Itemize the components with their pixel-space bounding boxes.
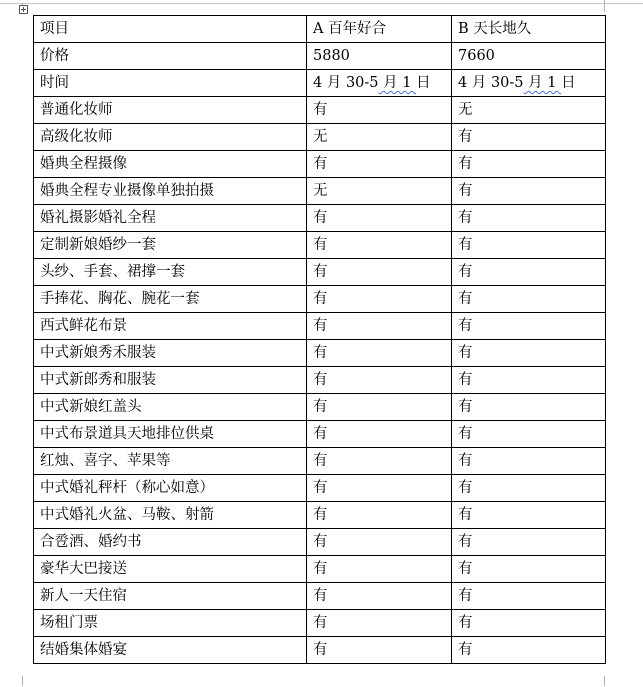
table-row <box>34 502 606 529</box>
cell-option-b[interactable]: 有 <box>452 259 606 286</box>
table-row <box>34 421 606 448</box>
cell-option-a[interactable]: 有 <box>307 97 452 124</box>
cell-item[interactable]: 中式新郎秀和服装 <box>34 367 307 394</box>
cell-item[interactable]: 定制新娘婚纱一套 <box>34 232 307 259</box>
cell-option-b[interactable]: 有 <box>452 340 606 367</box>
page-corner-mark-bottom-right <box>594 676 605 686</box>
cell-item[interactable]: 西式鲜花布景 <box>34 313 307 340</box>
table-row <box>34 124 606 151</box>
spellcheck-marked-text: 月 1 <box>523 75 562 91</box>
table-header-row <box>34 16 606 43</box>
cell-item[interactable]: 婚典全程专业摄像单独拍摄 <box>34 178 307 205</box>
cell-item[interactable]: 中式新娘秀禾服装 <box>34 340 307 367</box>
header-cell-item[interactable]: 项目 <box>34 16 307 43</box>
cell-option-b[interactable]: 有 <box>452 124 606 151</box>
cell-item[interactable]: 时间 <box>34 70 307 97</box>
cell-option-b[interactable]: 有 <box>452 394 606 421</box>
cell-item[interactable]: 中式婚礼火盆、马鞍、射箭 <box>34 502 307 529</box>
cell-item[interactable]: 手捧花、胸花、腕花一套 <box>34 286 307 313</box>
cell-item[interactable]: 普通化妆师 <box>34 97 307 124</box>
cell-option-b[interactable]: 有 <box>452 502 606 529</box>
cell-option-b[interactable]: 有 <box>452 556 606 583</box>
cell-option-b[interactable]: 有 <box>452 529 606 556</box>
cell-option-a[interactable]: 有 <box>307 583 452 610</box>
cell-option-a[interactable] <box>307 70 452 97</box>
cell-option-a[interactable]: 有 <box>307 151 452 178</box>
table-row <box>34 367 606 394</box>
cell-item[interactable]: 中式婚礼秤杆（称心如意） <box>34 475 307 502</box>
cell-option-b[interactable]: 有 <box>452 583 606 610</box>
table-row <box>34 475 606 502</box>
cell-option-b[interactable]: 有 <box>452 178 606 205</box>
cell-item[interactable]: 婚典全程摄像 <box>34 151 307 178</box>
table-row <box>34 205 606 232</box>
table-row <box>34 232 606 259</box>
table-row <box>34 394 606 421</box>
cell-option-a[interactable]: 无 <box>307 124 452 151</box>
header-cell-option-b[interactable]: B 天长地久 <box>452 16 606 43</box>
cell-option-a[interactable]: 有 <box>307 313 452 340</box>
cell-option-b[interactable]: 有 <box>452 421 606 448</box>
cell-option-b[interactable]: 有 <box>452 313 606 340</box>
page-top-edge <box>0 3 643 4</box>
cell-item[interactable]: 婚礼摄影婚礼全程 <box>34 205 307 232</box>
cell-option-a[interactable]: 有 <box>307 232 452 259</box>
cell-option-a[interactable]: 有 <box>307 448 452 475</box>
table-row <box>34 97 606 124</box>
table-row <box>34 340 606 367</box>
cell-item[interactable]: 红烛、喜字、苹果等 <box>34 448 307 475</box>
cell-option-b[interactable]: 有 <box>452 205 606 232</box>
cell-item[interactable]: 新人一天住宿 <box>34 583 307 610</box>
cell-option-a[interactable]: 有 <box>307 421 452 448</box>
table-row <box>34 583 606 610</box>
cell-item[interactable]: 头纱、手套、裙撑一套 <box>34 259 307 286</box>
cell-item[interactable]: 场租门票 <box>34 610 307 637</box>
cell-option-a[interactable]: 有 <box>307 259 452 286</box>
cell-option-a[interactable]: 有 <box>307 502 452 529</box>
cell-option-a[interactable]: 有 <box>307 367 452 394</box>
page-corner-mark-bottom-left <box>22 676 33 686</box>
cell-option-a[interactable]: 有 <box>307 637 452 664</box>
cell-option-b[interactable]: 有 <box>452 475 606 502</box>
cell-item[interactable]: 结婚集体婚宴 <box>34 637 307 664</box>
table-row <box>34 556 606 583</box>
table-row <box>34 313 606 340</box>
cell-item[interactable]: 高级化妆师 <box>34 124 307 151</box>
cell-option-a[interactable]: 有 <box>307 556 452 583</box>
cell-text: 日 <box>561 75 576 91</box>
cell-text: 4 月 30-5 <box>458 75 524 91</box>
cell-option-a[interactable]: 有 <box>307 610 452 637</box>
cell-item[interactable]: 豪华大巴接送 <box>34 556 307 583</box>
header-cell-option-a[interactable]: A 百年好合 <box>307 16 452 43</box>
cell-text: 日 <box>416 75 431 91</box>
cell-option-b[interactable]: 有 <box>452 232 606 259</box>
cell-option-b[interactable]: 有 <box>452 286 606 313</box>
cell-item[interactable]: 合卺酒、婚约书 <box>34 529 307 556</box>
spellcheck-marked-text: 月 1 <box>378 75 417 91</box>
table-row <box>34 43 606 70</box>
cell-option-a[interactable]: 无 <box>307 178 452 205</box>
cell-option-a[interactable]: 有 <box>307 205 452 232</box>
cell-option-b[interactable]: 有 <box>452 151 606 178</box>
table-row <box>34 637 606 664</box>
table-row <box>34 70 606 97</box>
table-row <box>34 286 606 313</box>
cell-option-b[interactable]: 有 <box>452 637 606 664</box>
cell-option-a[interactable]: 有 <box>307 394 452 421</box>
table-row <box>34 259 606 286</box>
cell-option-a[interactable]: 有 <box>307 286 452 313</box>
cell-text: 4 月 30-5 <box>313 75 379 91</box>
cell-option-b[interactable]: 有 <box>452 448 606 475</box>
cell-option-a[interactable]: 有 <box>307 475 452 502</box>
table-row <box>34 151 606 178</box>
cell-option-a[interactable]: 有 <box>307 340 452 367</box>
cell-item[interactable]: 中式布景道具天地排位供桌 <box>34 421 307 448</box>
table-row <box>34 610 606 637</box>
table-row <box>34 178 606 205</box>
table-move-handle-icon[interactable] <box>19 5 28 14</box>
cell-item[interactable]: 中式新娘红盖头 <box>34 394 307 421</box>
cell-option-b[interactable]: 有 <box>452 367 606 394</box>
cell-option-a[interactable]: 有 <box>307 529 452 556</box>
table-row <box>34 448 606 475</box>
cell-option-b[interactable]: 无 <box>452 97 606 124</box>
cell-option-a[interactable]: 5880 <box>307 43 452 70</box>
table-row <box>34 529 606 556</box>
cell-option-b[interactable]: 有 <box>452 610 606 637</box>
cell-item[interactable]: 价格 <box>34 43 307 70</box>
wedding-package-comparison-table <box>33 15 606 664</box>
cell-option-b[interactable]: 7660 <box>452 43 606 70</box>
page-corner-mark-top-right <box>594 0 605 12</box>
cell-option-b[interactable] <box>452 70 606 97</box>
